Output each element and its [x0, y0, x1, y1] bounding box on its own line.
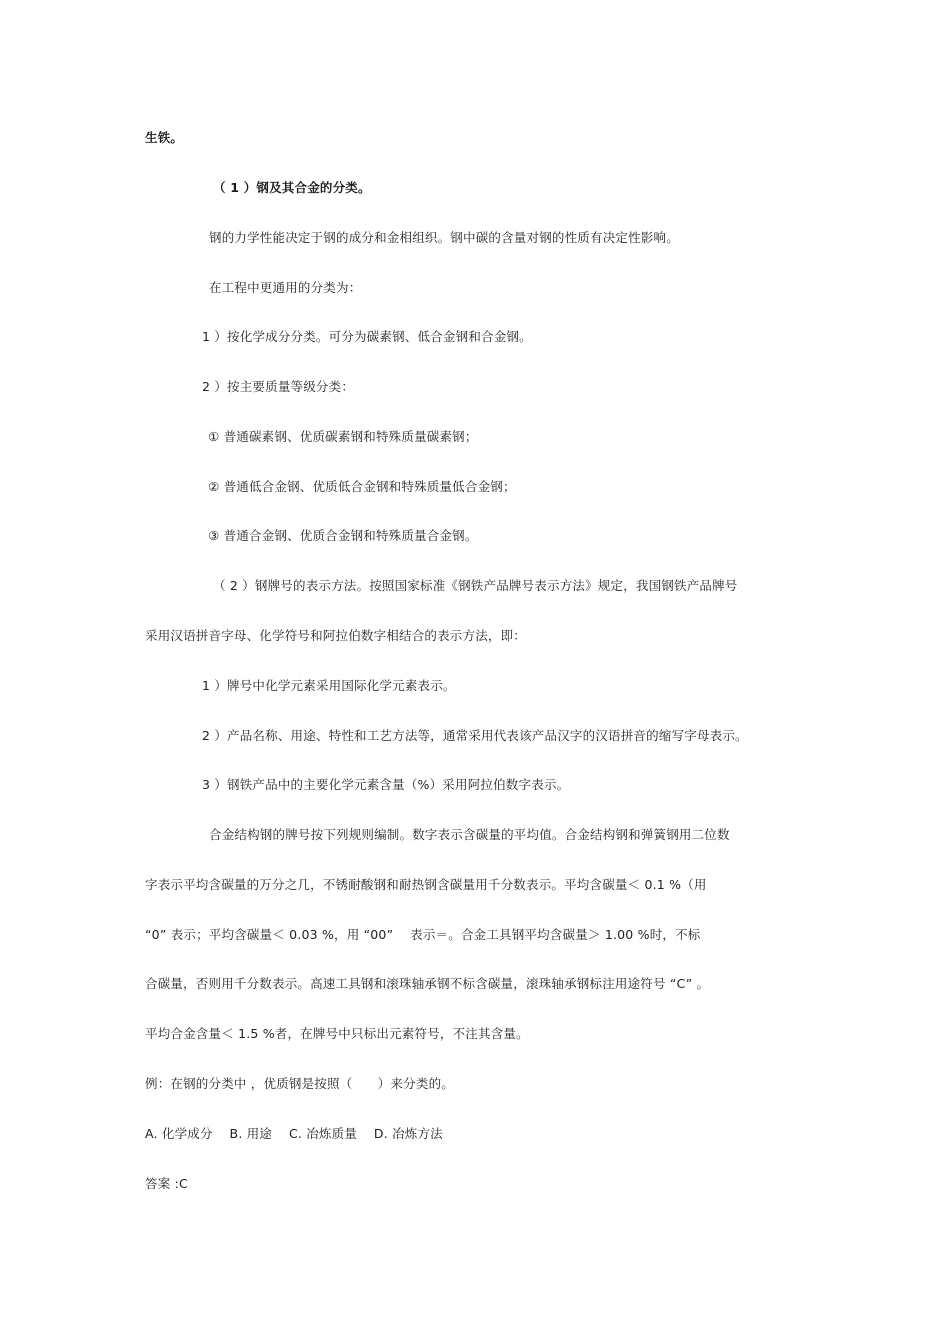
paragraph-line-3: 钢的力学性能决定于钢的成分和金相组织。钢中碳的含量对钢的性质有决定性影响。 — [209, 230, 679, 245]
list-item-1: 1 ）按化学成分分类。可分为碳素钢、低合金钢和合金钢。 — [202, 329, 532, 344]
sub-list-item-1: ① 普通碳素钢、优质碳素钢和特殊质量碳素钢； — [208, 429, 478, 444]
list-item-5: 3 ）钢铁产品中的主要化学元素含量（%）采用阿拉伯数字表示。 — [202, 777, 570, 792]
paragraph-line-15: 合金结构钢的牌号按下列规则编制。数字表示含碳量的平均值。合金结构钢和弹簧钢用二位数 — [209, 827, 730, 842]
answer-options: A. 化学成分 B. 用途 C. 冶炼质量 D. 冶炼方法 — [145, 1126, 443, 1141]
paragraph-line-19: 平均合金含量＜ 1.5 %者，在牌号中只标出元素符号，不注其含量。 — [145, 1026, 529, 1041]
sub-list-item-2: ② 普通低合金钢、优质低合金钢和特殊质量低合金钢； — [208, 479, 516, 494]
paragraph-line-16: 字表示平均含碳量的万分之几，不锈耐酸钢和耐热钢含碳量用千分数表示。平均含碳量＜ 0.1 %（用 — [145, 877, 707, 892]
paragraph-line-4: 在工程中更通用的分类为： — [209, 280, 362, 295]
paragraph-line-1: 生铁。 — [145, 130, 184, 145]
list-item-4: 2 ）产品名称、用途、特性和工艺方法等，通常采用代表该产品汉字的汉语拼音的缩写字母表示。 — [202, 728, 748, 743]
sub-list-item-3: ③ 普通合金钢、优质合金钢和特殊质量合金钢。 — [208, 528, 478, 543]
section-heading-2: （ 2 ）钢牌号的表示方法。按照国家标准《钢铁产品牌号表示方法》规定，我国钢铁产品牌号 — [213, 578, 738, 593]
section-heading-1: （ 1 ）钢及其合金的分类。 — [213, 180, 371, 195]
paragraph-line-17: “0” 表示；平均含碳量＜ 0.03 %，用 “00” 表示＝。合金工具钢平均含碳量＞ 1.00 %时，不标 — [145, 927, 701, 942]
list-item-3: 1 ）牌号中化学元素采用国际化学元素表示。 — [202, 678, 456, 693]
example-question: 例：在钢的分类中 ，优质钢是按照（ ）来分类的。 — [145, 1076, 454, 1091]
list-item-2: 2 ）按主要质量等级分类： — [202, 379, 355, 394]
answer-line: 答案 :C — [145, 1176, 188, 1191]
paragraph-line-18: 合碳量，否则用千分数表示。高速工具钢和滚珠轴承钢不标含碳量，滚珠轴承钢标注用途符号 “C” 。 — [145, 976, 710, 991]
paragraph-line-11: 采用汉语拼音字母、化学符号和阿拉伯数字相结合的表示方法，即： — [145, 628, 527, 643]
